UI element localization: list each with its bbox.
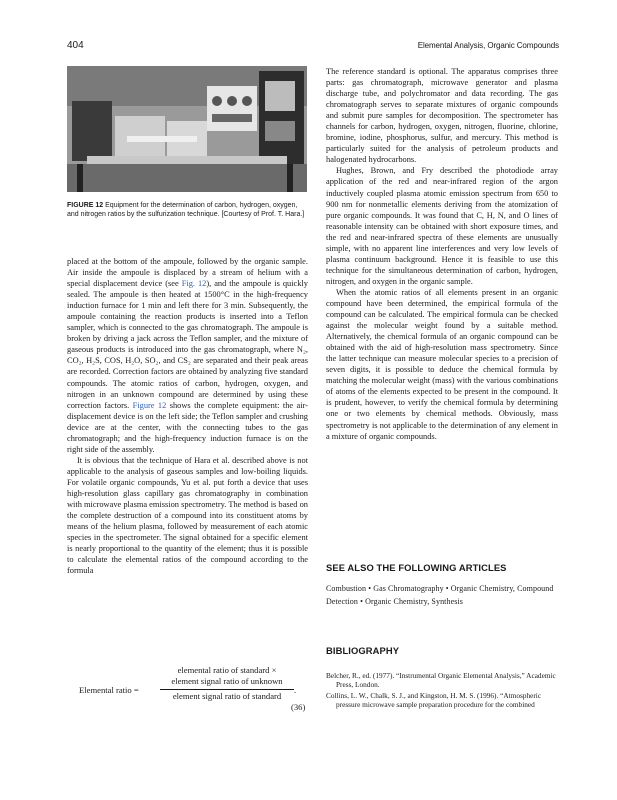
page-number: 404 — [67, 40, 84, 51]
right-column — [326, 66, 558, 442]
figure-caption-text: Equipment for the determination of carbon, hydrogen, oxygen, and nitrogen ratios by the sulfurization technique. [Courtesy of Prof. T. Hara.] — [67, 202, 305, 218]
figure-caption — [67, 202, 308, 219]
bibliography-list — [326, 671, 558, 710]
right-paragraph-2: Hughes, Brown, and Fry described the photodiode array application of the red and near-infrared region of the argon inductively coupled plasma atomic emission spectrum from 650 to 900 nm for nonmetallic elements deriving from the atomization of pure organic compounds. It was found that C, H, N, and O lines of reasonable intensity can be obtained with short exposure times, and the red and near-infrared spectra of these elements are unusually simple, with no apparent line interferences and very low levels of plasma continuum background. Hence it is feasible to use this technique for the simultaneous determination of carbon, hydrogen, nitrogen, and oxygen in the organic sample. — [326, 166, 558, 286]
right-paragraph-3: When the atomic ratios of all elements present in an organic compound have been determined, the empirical formula of the compound can be calculated. The empirical formula can be checked against the molecular weight found by a suitable method. Alternatively, the chemical formula of an organic compound can be obtained with the aid of high-resolution mass spectrometry. Since the latter technique can measure molecular species to a precision of seven digits, it is possible to deduce the chemical formula by matching the molecular weight (mass) with the various combinations of atoms of the elements expected to be present in the compound. It is prudent, however, to verify the chemical formula by determining one or two elements by chemical methods. Obviously, mass spectrometry is not applicable to the determination of any element in a mixture of organic compounds. — [326, 287, 558, 441]
fraction-bar — [160, 689, 294, 690]
equipment-photo-image — [67, 66, 307, 192]
figure-12-photo — [67, 66, 307, 192]
equation-36 — [67, 665, 317, 715]
running-title: Elemental Analysis, Organic Compounds — [417, 41, 559, 50]
figure-12-link[interactable]: Figure 12 — [132, 400, 167, 410]
equation-numerator-1: elemental ratio of standard × — [177, 665, 277, 675]
bibliography-entry: Belcher, R., ed. (1977). “Instrumental Organic Elemental Analysis,” Academic Press, London. — [326, 671, 556, 690]
bibliography-entry: Collins, L. W., Chalk, S. J., and Kingston, H. M. S. (1996). “Atmospheric pressure microwave sample preparation procedure for the combined — [326, 690, 542, 709]
see-also-list: Combustion • Gas Chromatography • Organic Chemistry, Compound Detection • Organic Chemistry, Synthesis — [326, 584, 554, 606]
see-also-heading: SEE ALSO THE FOLLOWING ARTICLES — [326, 562, 507, 573]
equation-numerator-2: element signal ratio of unknown — [171, 676, 283, 686]
equation-number: (36) — [291, 702, 306, 712]
left-column — [67, 256, 308, 576]
equation-dot: . — [294, 685, 297, 695]
equation-denominator: element signal ratio of standard — [172, 691, 282, 701]
equation-lhs: Elemental ratio = — [79, 685, 139, 695]
left-paragraph-1: placed at the bottom of the ampoule, followed by the organic sample. Air inside the ampoule is displaced by a stream of helium with a special displacement device (see Fig. 12), and the ampoule is quickly sealed. The ampoule is then heated at 1500°C in the high-frequency induction furnace for 1 min and left there for 3 min. Subsequently, the ampoule containing the reaction products is inserted into a Teflon sampler, which is connected to the gas chromatograph. The ampoule is broken by driving a jack across the Teflon sampler, and the mixture of gaseous products is introduced into the gas chromatograph, where N₂, CO₂, H₂S, COS, H₂O, SO₂, and CS₂ are separated and their peak areas are recorded. Correction factors are obtained by analyzing five standard compounds. The atomic ratios of carbon, hydrogen, oxygen, and nitrogen in an unknown compound are determined by using these correction factors. Figure 12 shows the complete equipment: the air-displacement device is on the left side; the Teflon sampler and crushing device are at the center, with the connecting tubes to the gas chromatograph; and the high-frequency induction furnace is on the right side of the assembly. — [67, 257, 309, 454]
figure-caption-label: FIGURE 12 — [67, 202, 104, 209]
bibliography-heading: BIBLIOGRAPHY — [326, 645, 400, 656]
right-paragraph-1: The reference standard is optional. The apparatus comprises three parts: gas chromatograph, microwave generator and plasma discharge tube, and polychromator and data recording. The gas chromatograph serves to separate mixtures of organic compounds and submit pure samples for decomposition. The spectrometer has channels for carbon, hydrogen, oxygen, nitrogen, fluorine, chlorine, bromine, iodine, phosphorus, sulfur, and mercury. This method is particularly suited for the analysis of petroleum products and halogenated hydrocarbons. — [326, 67, 558, 165]
left-paragraph-2: It is obvious that the technique of Hara et al. described above is not applicable to the analysis of gaseous samples and low-boiling liquids. For volatile organic compounds, Yu et al. put forth a device that uses high-resolution glass capillary gas chromatography in combination with microwave plasma emission spectrometry. The method is based on the complete destruction of a compound into its constituent atoms by means of the helium plasma, followed by measurement of each atomic species in the spectrometer. The signal obtained for a specific element is nearly proportional to the quantity of the element; thus it is possible to calculate the elemental ratios of the compound according to the formula — [67, 455, 308, 576]
fig-12-link[interactable]: Fig. 12 — [181, 279, 207, 289]
